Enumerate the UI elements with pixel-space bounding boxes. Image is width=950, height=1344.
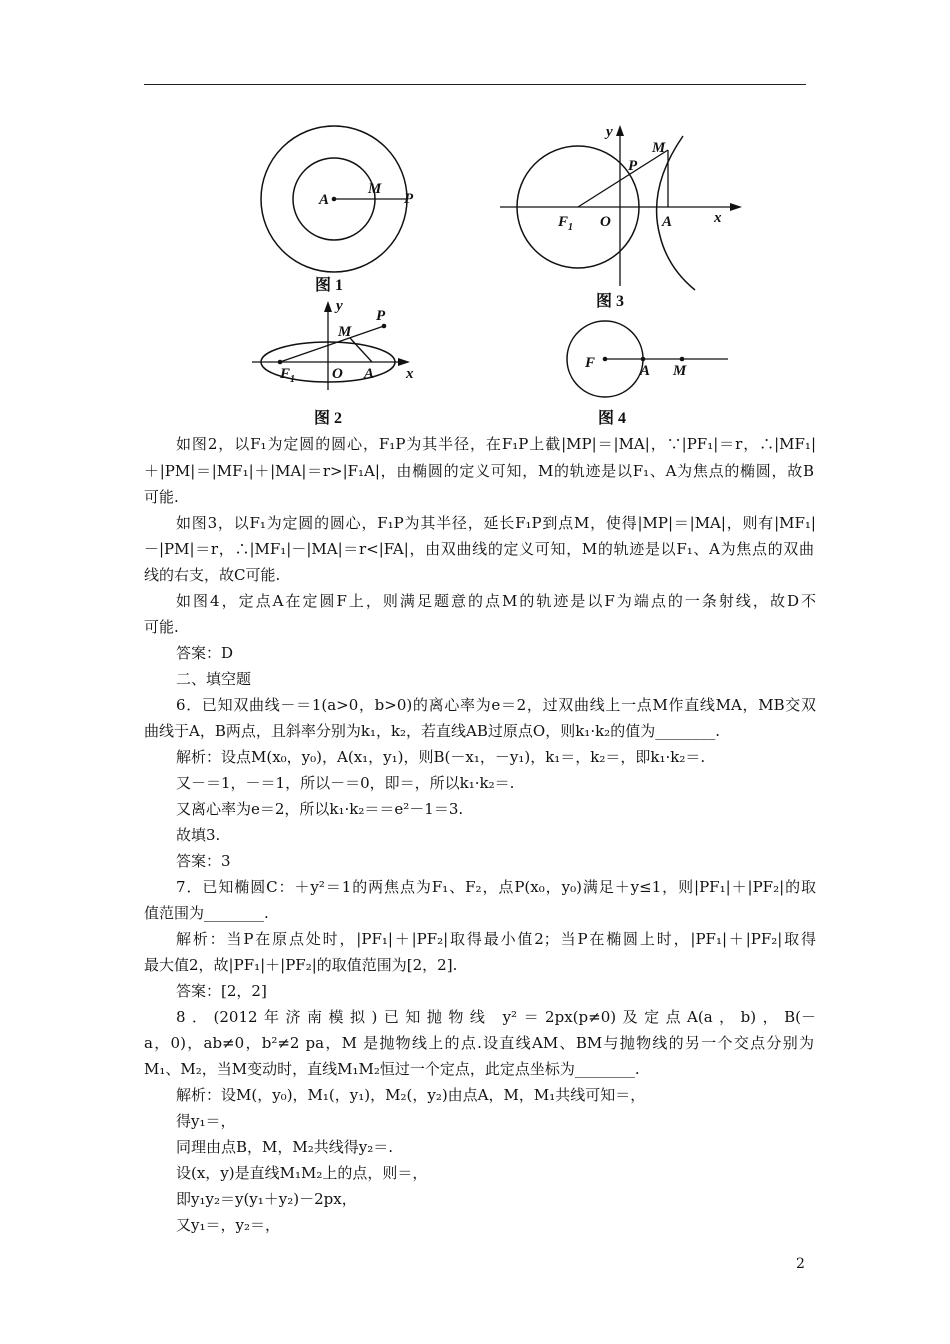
fig1-label-m: M bbox=[368, 181, 382, 197]
text-line: －|PM|＝r，∴|MF₁|－|MA|＝r<|FA|，由双曲线的定义可知，M的轨迹是以F₁、A为焦点的双曲 bbox=[144, 540, 814, 558]
fig1-label-a: A bbox=[319, 192, 330, 208]
text-line: 得y₁＝， bbox=[176, 1112, 236, 1130]
fig3-label-x: x bbox=[714, 210, 722, 226]
text-line: 曲线于A，B两点，且斜率分别为k₁，k₂，若直线AB过原点O，则k₁·k₂的值为________. bbox=[144, 722, 720, 740]
text-line: 答案：[2，2] bbox=[176, 982, 267, 1000]
fig3-caption: 图 3 bbox=[596, 293, 625, 310]
fig3-label-o: O bbox=[600, 214, 611, 230]
text-line: 6．已知双曲线－＝1(a>0，b>0)的离心率为e＝2，过双曲线上一点M作直线MA，MB交双 bbox=[176, 696, 816, 714]
text-line: 又y₁＝，y₂＝， bbox=[176, 1216, 280, 1234]
figure-1 bbox=[255, 118, 455, 298]
fig3-line-f1m bbox=[578, 150, 668, 207]
fig2-point-f1 bbox=[278, 360, 283, 365]
text-line: 如图4，定点A在定圆F上，则满足题意的点M的轨迹是以F为端点的一条射线，故D不 bbox=[176, 592, 816, 610]
figure-3 bbox=[500, 118, 750, 318]
text-line: 即y₁y₂＝y(y₁＋y₂)－2px， bbox=[176, 1190, 357, 1208]
text-line: M₁、M₂，当M变动时，直线M₁M₂恒过一个定点，此定点坐标为________. bbox=[144, 1060, 640, 1078]
fig3-label-f1: $F_1$ bbox=[558, 214, 574, 233]
header-rule bbox=[144, 84, 806, 85]
text-line: 8．(2012年济南模拟)已知抛物线 y²＝2px(p≠0)及定点A(a，b)，B(－ bbox=[176, 1008, 816, 1026]
fig4-point-f bbox=[603, 357, 608, 362]
fig3-hyperbola-branch bbox=[657, 136, 695, 290]
figure-2 bbox=[248, 298, 428, 428]
fig2-label-y: y bbox=[336, 298, 343, 314]
text-line: 可能. bbox=[144, 488, 179, 506]
fig2-label-m: M bbox=[338, 324, 352, 340]
text-line: a，0)，ab≠0，b²≠2 pa，M 是抛物线上的点.设直线AM、BM与抛物线的另一个交点分别为 bbox=[144, 1034, 814, 1052]
text-line: 线的右支，故C可能. bbox=[144, 566, 281, 584]
page-number: 2 bbox=[796, 1256, 805, 1272]
fig4-point-m bbox=[680, 357, 685, 362]
text-line: 故填3. bbox=[176, 826, 221, 844]
figure-4 bbox=[560, 315, 740, 430]
fig2-caption: 图 2 bbox=[314, 410, 343, 427]
fig3-label-a: A bbox=[662, 214, 673, 230]
text-line: 如图2，以F₁为定圆的圆心，F₁P为其半径，在F₁P上截|MP|＝|MA|，∵|PF₁|＝r，∴|MF₁| bbox=[176, 435, 816, 453]
section-heading: 二、填空题 bbox=[176, 670, 252, 688]
fig1-label-p: P bbox=[404, 191, 414, 207]
text-line: 答案：3 bbox=[176, 852, 231, 870]
text-line: 最大值2，故|PF₁|＋|PF₂|的取值范围为[2，2]. bbox=[144, 956, 458, 974]
fig2-line-ma bbox=[350, 338, 372, 362]
text-line: 如图3，以F₁为定圆的圆心，F₁P为其半径，延长F₁P到点M，使得|MP|＝|MA|，则有|MF₁| bbox=[176, 514, 816, 532]
text-line: 设(x，y)是直线M₁M₂上的点，则＝， bbox=[176, 1164, 428, 1182]
fig2-label-a: A bbox=[364, 366, 375, 382]
text-line: 解析：设点M(x₀，y₀)，A(x₁，y₁)，则B(－x₁，－y₁)，k₁＝，k₂＝，即k₁·k₂＝. bbox=[176, 748, 706, 766]
text-line: 7．已知椭圆C：＋y²＝1的两焦点为F₁、F₂，点P(x₀，y₀)满足＋y≤1，则|PF₁|＋|PF₂|的取 bbox=[176, 878, 816, 896]
fig3-label-y: y bbox=[606, 124, 613, 140]
text-line: 可能. bbox=[144, 618, 179, 636]
text-line: 答案：D bbox=[176, 644, 234, 662]
text-line: 解析：当P在原点处时，|PF₁|＋|PF₂|取得最小值2；当P在椭圆上时，|PF₁|＋|PF₂|取得 bbox=[176, 930, 816, 948]
text-line: 值范围为________. bbox=[144, 904, 269, 922]
fig4-caption: 图 4 bbox=[598, 410, 627, 427]
fig3-label-p: P bbox=[628, 158, 638, 174]
text-line: ＋|PM|＝|MF₁|＋|MA|＝r>|F₁A|，由椭圆的定义可知，M的轨迹是以F₁、A为焦点的椭圆，故B bbox=[144, 462, 814, 480]
text-line: 解析：设M(，y₀)，M₁(，y₁)，M₂(，y₂)由点A，M，M₁共线可知＝， bbox=[176, 1086, 646, 1104]
text-line: 又－＝1，－＝1，所以－＝0，即＝，所以k₁·k₂＝. bbox=[176, 774, 515, 792]
fig2-label-f1: $F_1$ bbox=[280, 366, 296, 385]
fig4-label-m: M bbox=[673, 363, 687, 379]
fig2-label-o: O bbox=[332, 366, 343, 382]
fig4-label-f: F bbox=[585, 355, 596, 371]
fig1-caption: 图 1 bbox=[315, 277, 344, 294]
text-line: 又离心率为e＝2，所以k₁·k₂＝＝e²－1＝3. bbox=[176, 800, 464, 818]
fig4-point-a bbox=[641, 357, 646, 362]
fig2-label-p: P bbox=[376, 308, 386, 324]
fig3-label-m: M bbox=[652, 140, 666, 156]
fig1-point-a bbox=[332, 197, 337, 202]
fig2-label-x: x bbox=[406, 366, 414, 382]
fig2-point-p bbox=[382, 324, 387, 329]
fig4-label-a: A bbox=[640, 363, 651, 379]
text-line: 同理由点B，M，M₂共线得y₂＝. bbox=[176, 1138, 394, 1156]
